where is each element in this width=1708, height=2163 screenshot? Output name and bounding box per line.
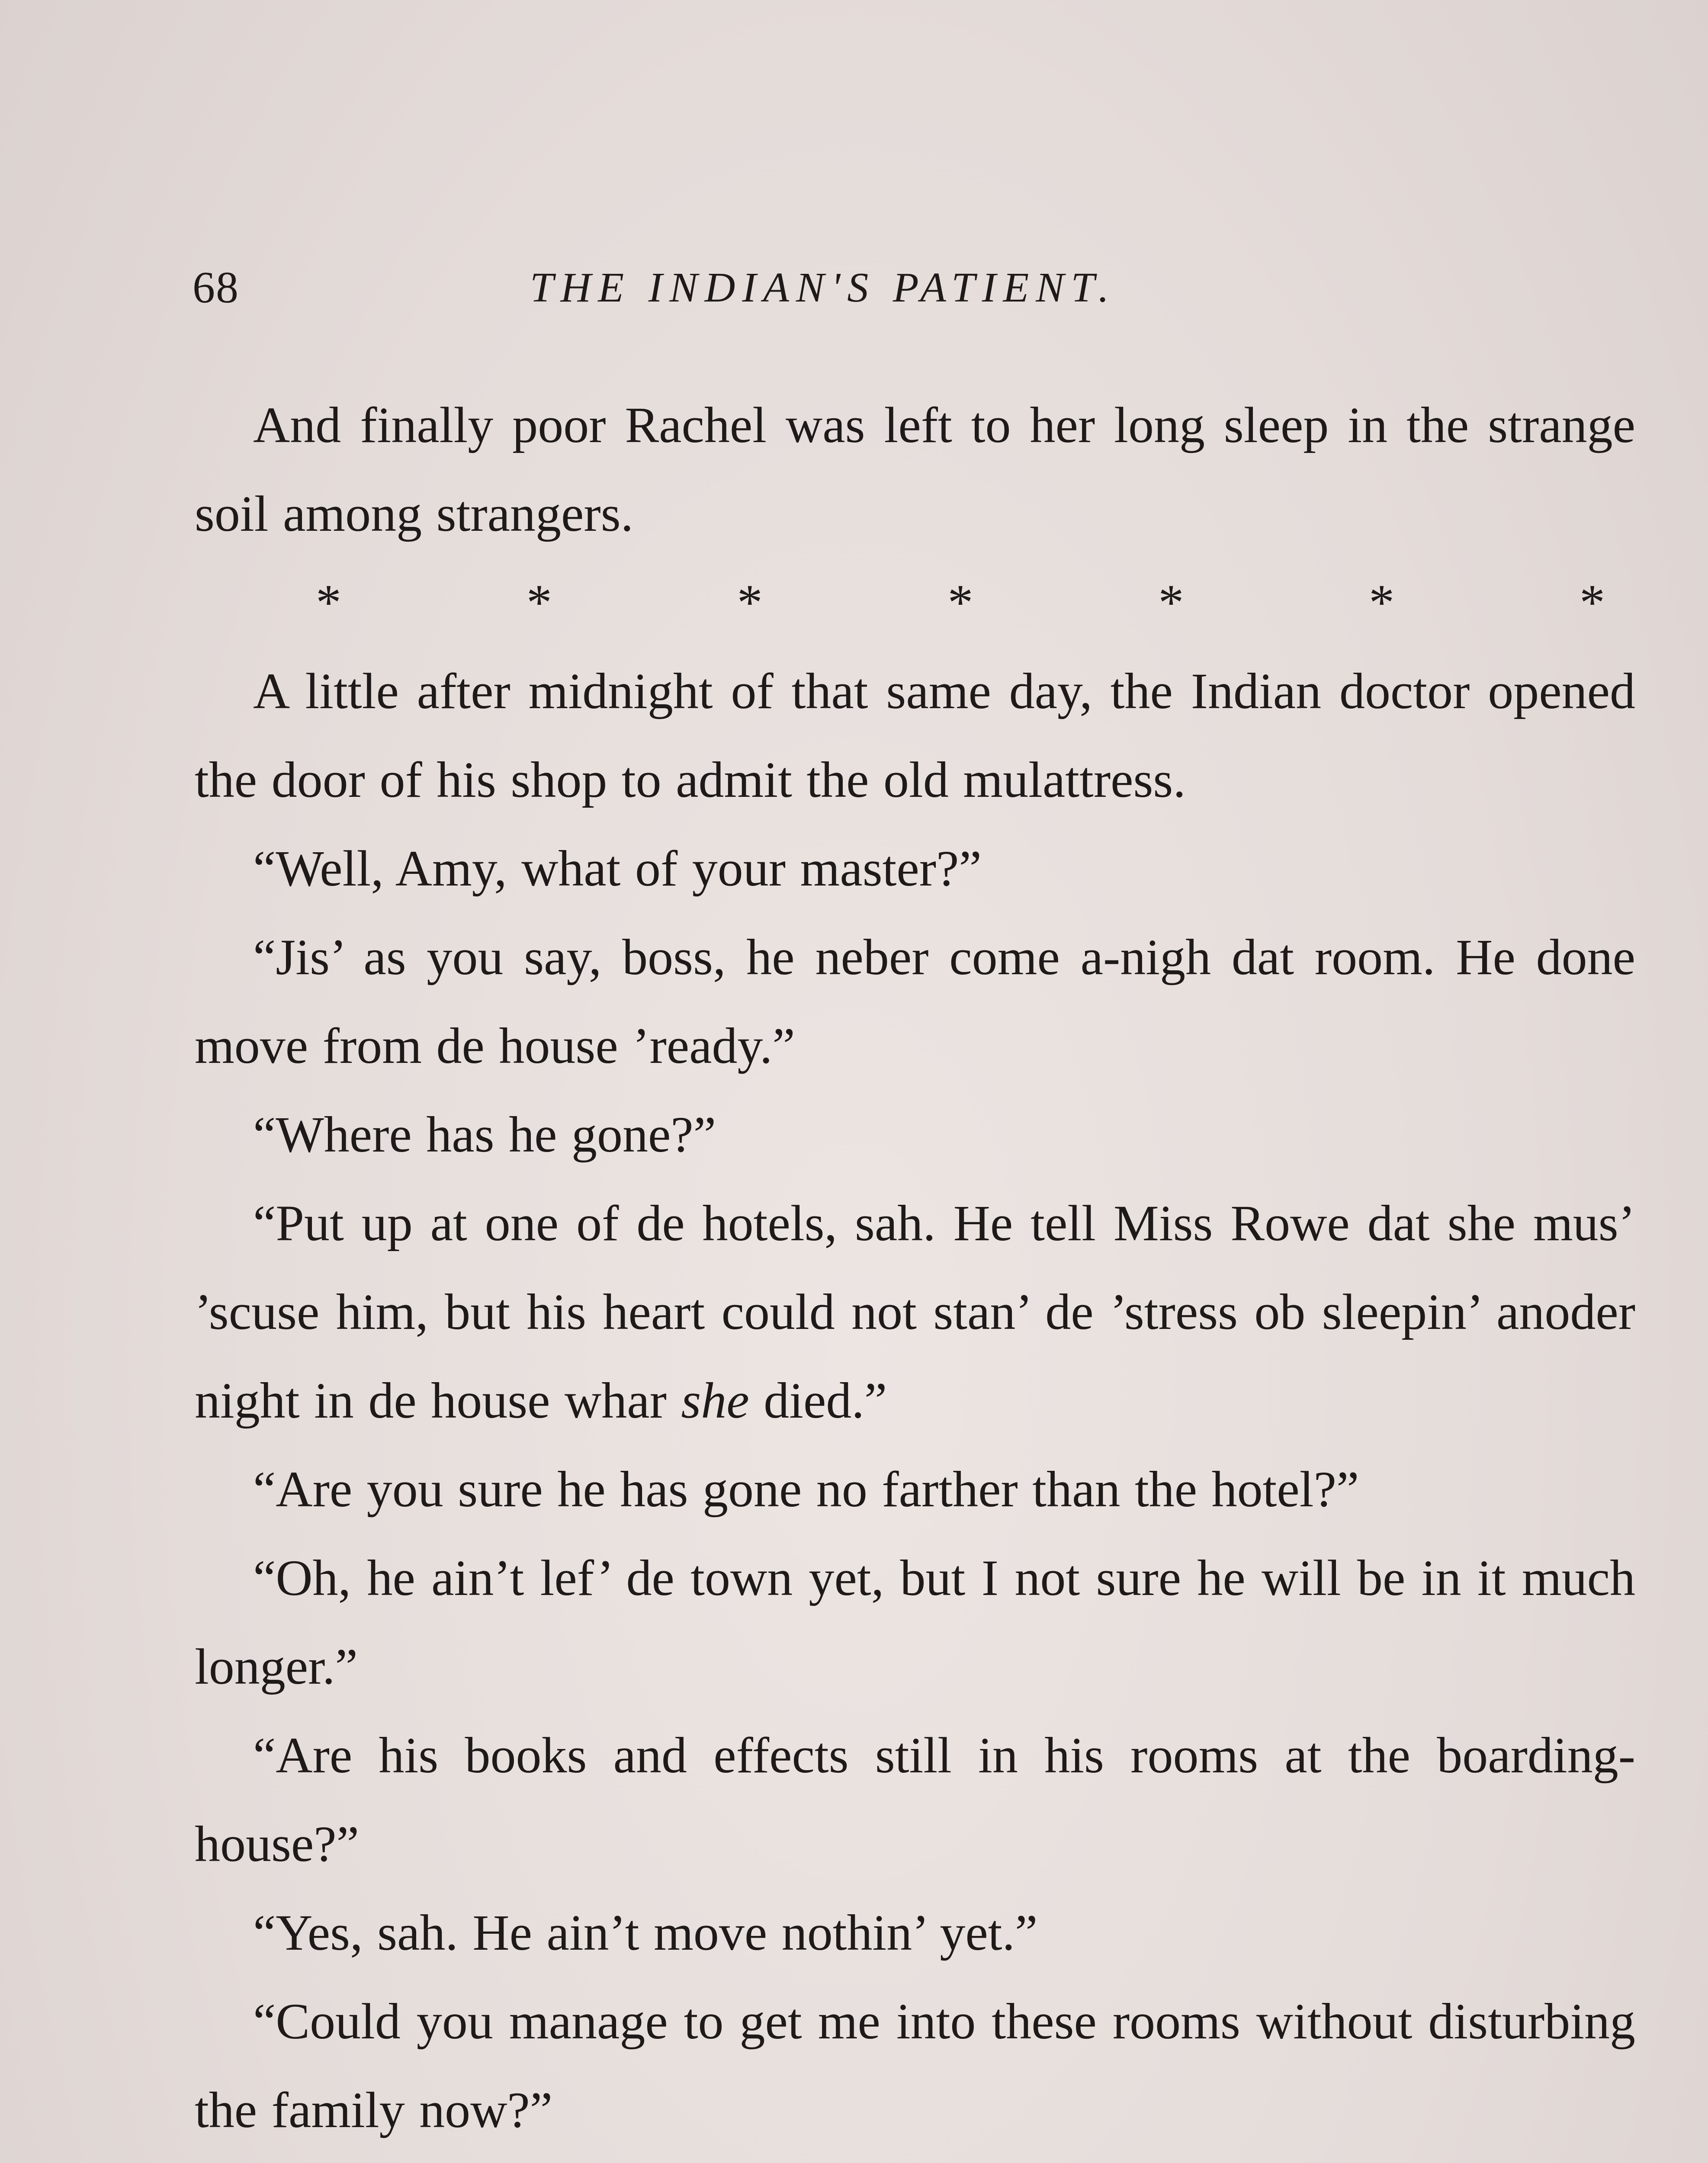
body-text: [195, 381, 1635, 2163]
asterisk: *: [1369, 574, 1395, 631]
section-break: [195, 558, 1635, 647]
paragraph: [195, 1179, 1635, 1445]
paragraph: “Yes, sah. He ain’t move nothin’ yet.”: [253, 1904, 1038, 1961]
paragraph: “Could you manage to get me into these rooms without disturbing the family now?”: [195, 1993, 1635, 2138]
asterisk: *: [737, 574, 763, 631]
running-title: THE INDIAN'S PATIENT.: [530, 264, 1116, 311]
asterisk: *: [947, 574, 973, 631]
paragraph-text: “Put up at one of de hotels, sah. He tell Miss Rowe dat she mus’ ’scuse him, but his heart could not stan’ de ’stress ob sleepin’ anoder night in de house whar: [195, 1195, 1635, 1429]
paragraph: “Where has he gone?”: [253, 1106, 716, 1163]
running-head: [193, 255, 1296, 324]
paragraph: “Oh, he ain’t lef’ de town yet, but I not sure he will be in it much longer.”: [195, 1550, 1635, 1695]
paragraph: “Well, Amy, what of your master?”: [253, 840, 982, 897]
paragraph-text: died.”: [749, 1372, 887, 1429]
paragraph: “Are you sure he has gone no farther than the hotel?”: [253, 1461, 1359, 1518]
paragraph: And finally poor Rachel was left to her long sleep in the strange soil among strangers.: [195, 397, 1635, 542]
paragraph: “Are his books and effects still in his rooms at the boarding-house?”: [195, 1727, 1635, 1872]
asterisk: *: [1579, 574, 1605, 631]
asterisk: *: [526, 574, 552, 631]
asterisk: *: [316, 574, 341, 631]
italic-word: she: [681, 1372, 749, 1429]
paragraph: [195, 2154, 1635, 2163]
paragraph: A little after midnight of that same day, the Indian doctor opened the door of his shop to admit the old mulattress.: [195, 663, 1635, 808]
page-number: 68: [193, 263, 239, 312]
paragraph: “Jis’ as you say, boss, he neber come a-nigh dat room. He done move from de house ’ready.”: [195, 929, 1635, 1074]
asterisk: *: [1158, 574, 1184, 631]
